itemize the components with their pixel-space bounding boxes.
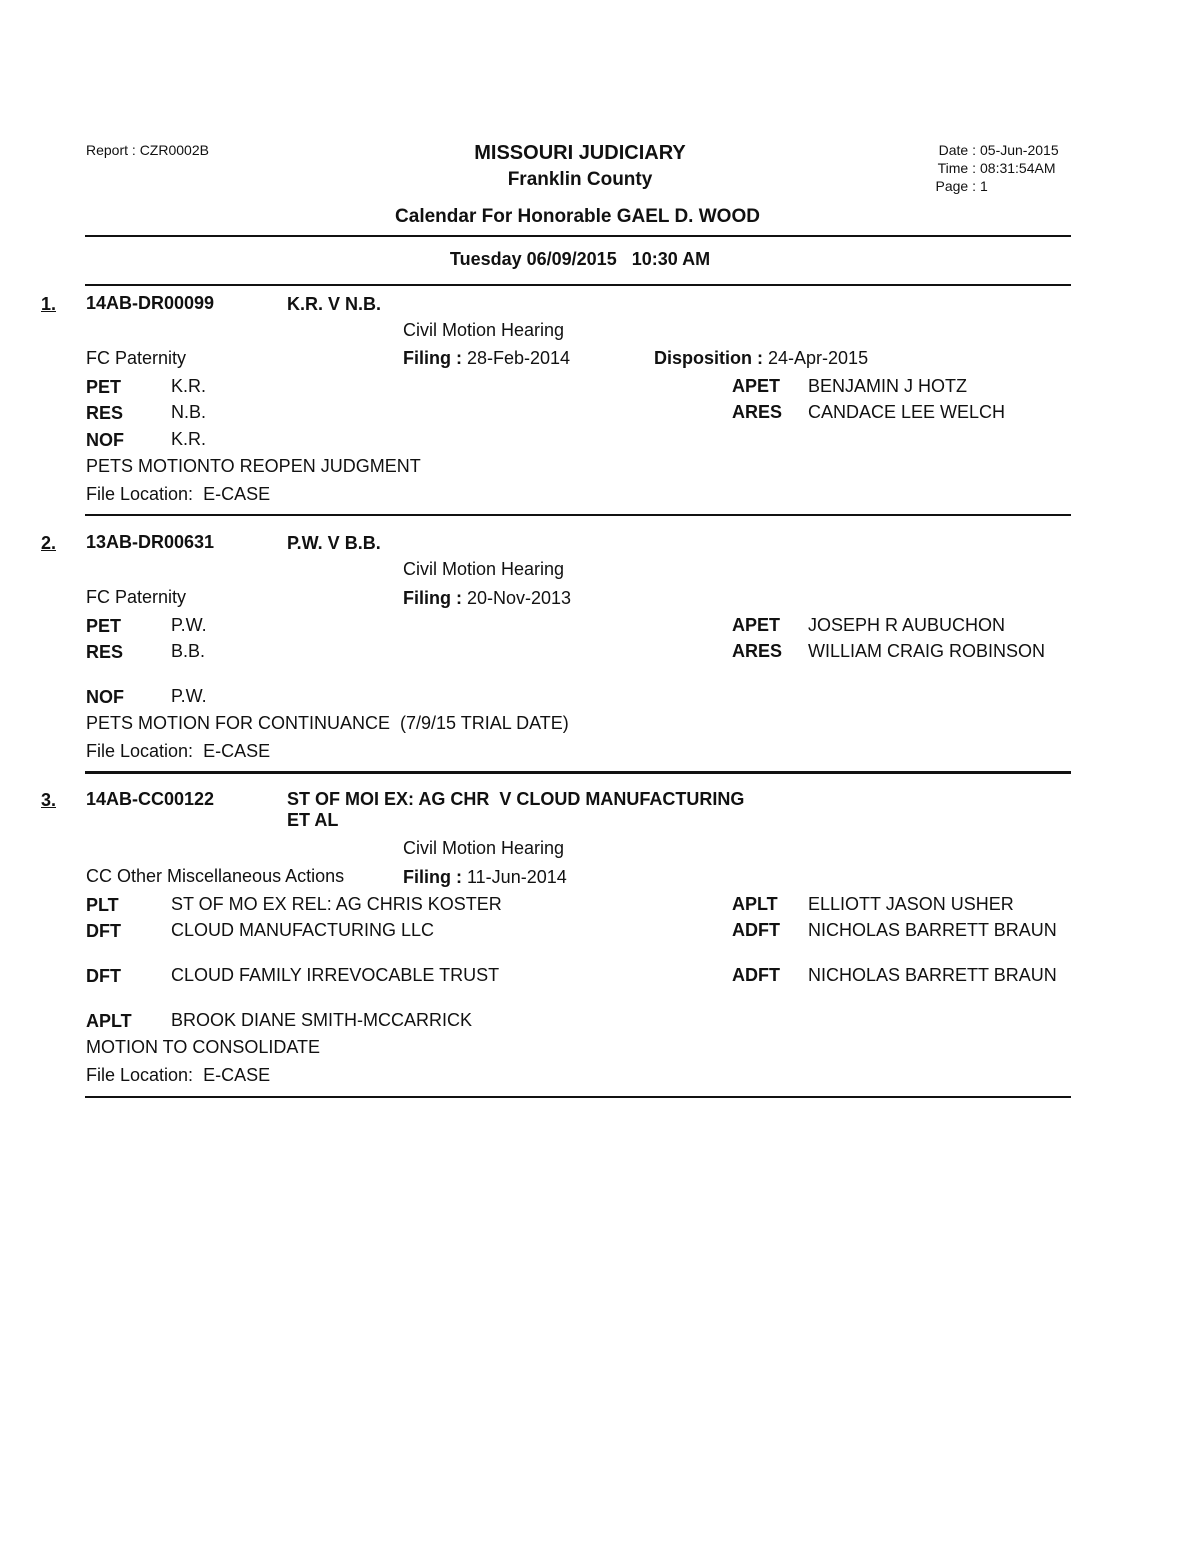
date-label: Date : [938,142,976,158]
file-location [86,741,270,762]
motion-text: MOTION TO CONSOLIDATE [86,1037,321,1057]
file-location-label: File Location: [86,741,194,761]
divider [85,235,1071,237]
file-location [86,1065,270,1086]
file-location-label: File Location: [86,1065,194,1085]
divider [85,284,1071,286]
party-role: RES [86,403,124,423]
time-label: Time : [937,160,976,176]
party-name: P.W. [171,686,207,706]
calendar-title: Calendar For Honorable GAEL D. WOOD [395,206,760,227]
report-time: 08:31:54AM [980,160,1056,176]
attorney-name: ELLIOTT JASON USHER [808,894,1014,914]
file-location-value: E-CASE [203,741,271,761]
party-name: BROOK DIANE SMITH-MCCARRICK [171,1010,473,1030]
case-id: 13AB-DR00631 [86,532,215,552]
page-label: Page : [935,178,976,194]
divider [85,771,1071,774]
motion-text: PETS MOTION FOR CONTINUANCE (7/9/15 TRIAL DATE) [86,713,569,733]
party-role: NOF [86,430,124,450]
party-name: CLOUD MANUFACTURING LLC [171,920,435,940]
report-id: Report : CZR0002B [86,142,209,158]
party-role: APLT [86,1011,132,1031]
attorney-name: CANDACE LEE WELCH [808,402,1006,422]
attorney-name: NICHOLAS BARRETT BRAUN [808,965,1057,985]
divider [85,514,1071,516]
report-meta [926,142,1059,194]
file-location-value: E-CASE [203,484,271,504]
party-role: PET [86,377,122,397]
filing-date: 28-Feb-2014 [467,348,571,368]
org-title: MISSOURI JUDICIARY [474,142,686,164]
case-number-index: 1. [41,294,57,314]
filing-info [403,588,571,609]
case-caption: K.R. V N.B. [287,294,382,314]
page-number: 1 [980,178,988,194]
disposition-label: Disposition : [654,348,763,368]
case-id: 14AB-DR00099 [86,293,215,313]
divider [85,1096,1071,1098]
party-name: N.B. [171,402,207,422]
filing-label: Filing : [403,867,462,887]
party-name: CLOUD FAMILY IRREVOCABLE TRUST [171,965,500,985]
attorney-name: BENJAMIN J HOTZ [808,376,968,396]
file-location [86,484,270,505]
case-caption-continued: ET AL [287,810,339,830]
filing-info [403,348,570,369]
file-location-label: File Location: [86,484,194,504]
case-type: FC Paternity [86,587,187,607]
case-number-index: 3. [41,790,57,810]
attorney-role: APET [732,376,781,396]
case-id: 14AB-CC00122 [86,789,215,809]
party-role: DFT [86,921,121,941]
party-role: PET [86,616,122,636]
filing-date: 11-Jun-2014 [467,867,567,887]
case-caption: ST OF MOI EX: AG CHR V CLOUD MANUFACTURING [287,789,745,809]
attorney-role: ARES [732,402,783,422]
disposition-date: 24-Apr-2015 [768,348,869,368]
party-role: NOF [86,687,124,707]
attorney-name: WILLIAM CRAIG ROBINSON [808,641,1046,661]
motion-text: PETS MOTIONTO REOPEN JUDGMENT [86,456,421,476]
party-name: K.R. [171,429,207,449]
party-name: P.W. [171,615,207,635]
party-role: PLT [86,895,119,915]
report-date: 05-Jun-2015 [980,142,1059,158]
party-name: K.R. [171,376,207,396]
attorney-role: APET [732,615,781,635]
county-title: Franklin County [507,169,653,190]
case-caption: P.W. V B.B. [287,533,381,553]
filing-date: 20-Nov-2013 [467,588,572,608]
attorney-role: ADFT [732,920,780,940]
attorney-role: ADFT [732,965,780,985]
filing-info [403,867,567,888]
case-type: CC Other Miscellaneous Actions [86,866,345,886]
attorney-role: APLT [732,894,778,914]
filing-label: Filing : [403,348,462,368]
attorney-role: ARES [732,641,783,661]
session-date: Tuesday 06/09/2015 10:30 AM [449,249,711,269]
hearing-type: Civil Motion Hearing [403,838,565,858]
party-name: B.B. [171,641,206,661]
party-role: RES [86,642,124,662]
party-name: ST OF MO EX REL: AG CHRIS KOSTER [171,894,502,914]
disposition-info [654,348,868,369]
attorney-name: JOSEPH R AUBUCHON [808,615,1006,635]
attorney-name: NICHOLAS BARRETT BRAUN [808,920,1057,940]
file-location-value: E-CASE [203,1065,271,1085]
case-number-index: 2. [41,533,57,553]
case-type: FC Paternity [86,348,187,368]
hearing-type: Civil Motion Hearing [403,559,565,579]
filing-label: Filing : [403,588,462,608]
party-role: DFT [86,966,121,986]
hearing-type: Civil Motion Hearing [403,320,565,340]
